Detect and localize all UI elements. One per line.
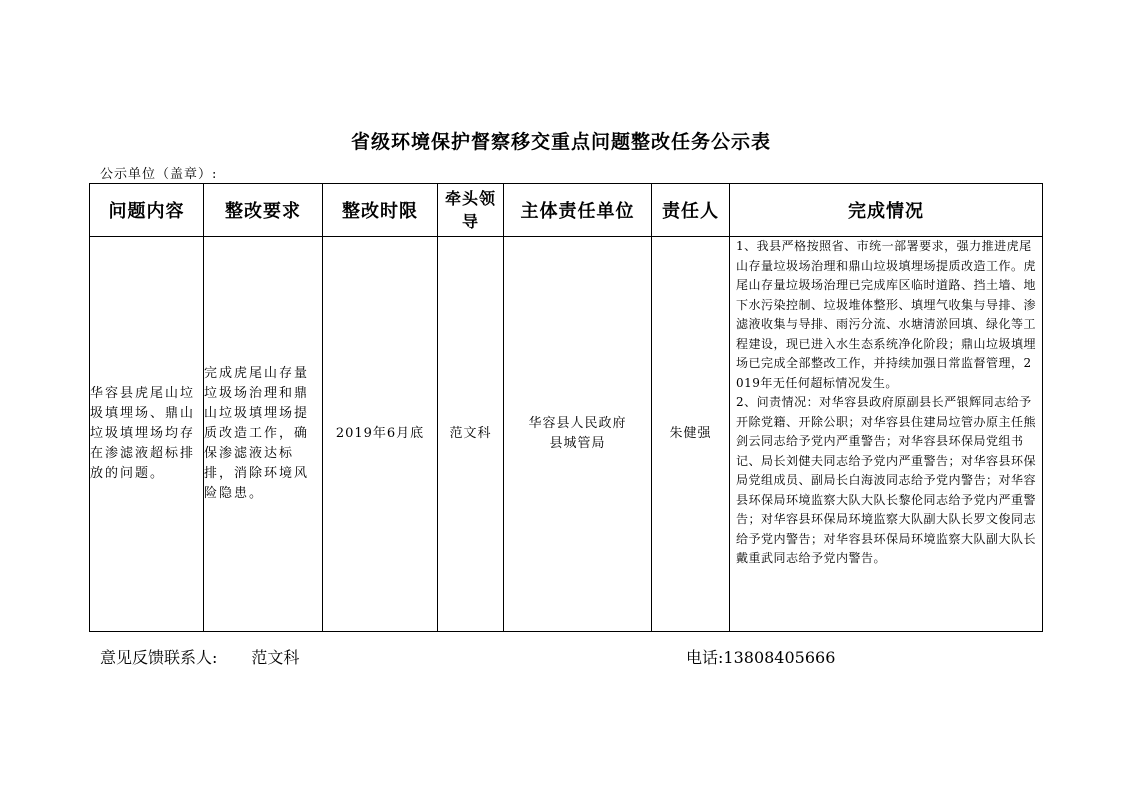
header-deadline: 整改时限 <box>323 184 438 237</box>
header-requirement: 整改要求 <box>204 184 323 237</box>
status-paragraph-1: 1、我县严格按照省、市统一部署要求，强力推进虎尾山存量垃圾场治理和鼎山垃圾填埋场提质改造工作。虎尾山存量垃圾场治理已完成库区临时道路、挡土墙、地下水污染控制、垃圾堆体整形、填埋气收集与导排、渗滤液收集与导排、雨污分流、水塘清淤回填、绿化等工程建设，现已进入水生态系统净化阶段；鼎山垃圾填埋场已完成全部整改工作，并持续加强日常监督管理，2019年无任何超标情况发生。 <box>736 239 1037 390</box>
unit-line-2: 县城管局 <box>549 436 606 451</box>
header-problem: 问题内容 <box>90 184 204 237</box>
phone-label: 电话: <box>686 648 724 667</box>
phone-number: 13808405666 <box>723 648 836 667</box>
publish-unit-label: 公示单位（盖章）: <box>100 167 218 182</box>
header-status: 完成情况 <box>730 184 1043 237</box>
cell-deadline: 2019年6月底 <box>323 237 438 632</box>
contact-label: 意见反馈联系人: <box>100 648 218 667</box>
header-lead: 牵头领导 <box>438 184 504 237</box>
cell-lead: 范文科 <box>438 237 504 632</box>
header-person: 责任人 <box>652 184 730 237</box>
contact-name: 范文科 <box>251 648 300 667</box>
table-row <box>90 237 1043 632</box>
cell-unit <box>504 237 652 632</box>
unit-line-1: 华容县人民政府 <box>528 416 627 431</box>
cell-person: 朱健强 <box>652 237 730 632</box>
table-header-row <box>90 184 1043 237</box>
feedback-contact <box>100 645 299 668</box>
cell-problem: 华容县虎尾山垃圾填埋场、鼎山垃圾填埋场均存在渗滤液超标排放的问题。 <box>90 237 204 632</box>
header-unit: 主体责任单位 <box>504 184 652 237</box>
rectification-table <box>89 183 1043 632</box>
cell-requirement: 完成虎尾山存量垃圾场治理和鼎山垃圾填埋场提质改造工作，确保渗滤液达标排，消除环境风险隐患。 <box>204 237 323 632</box>
page-title: 省级环境保护督察移交重点问题整改任务公示表 <box>350 131 771 153</box>
feedback-phone <box>686 645 835 668</box>
cell-status <box>730 237 1043 632</box>
status-paragraph-2: 2、问责情况：对华容县政府原副县长严银辉同志给予开除党籍、开除公职；对华容县住建局垃管办原主任熊剑云同志给予党内严重警告；对华容县环保局党组书记、局长刘健夫同志给予党内严重警告；对华容县环保局党组成员、副局长白海波同志给予党内警告；对华容县环保局环境监察大队大队长黎伦同志给予党内严重警告；对华容县环保局环境监察大队副大队长罗文俊同志给予党内警告；对华容县环保局环境监察大队副大队长戴重武同志给予党内警告。 <box>736 395 1037 565</box>
